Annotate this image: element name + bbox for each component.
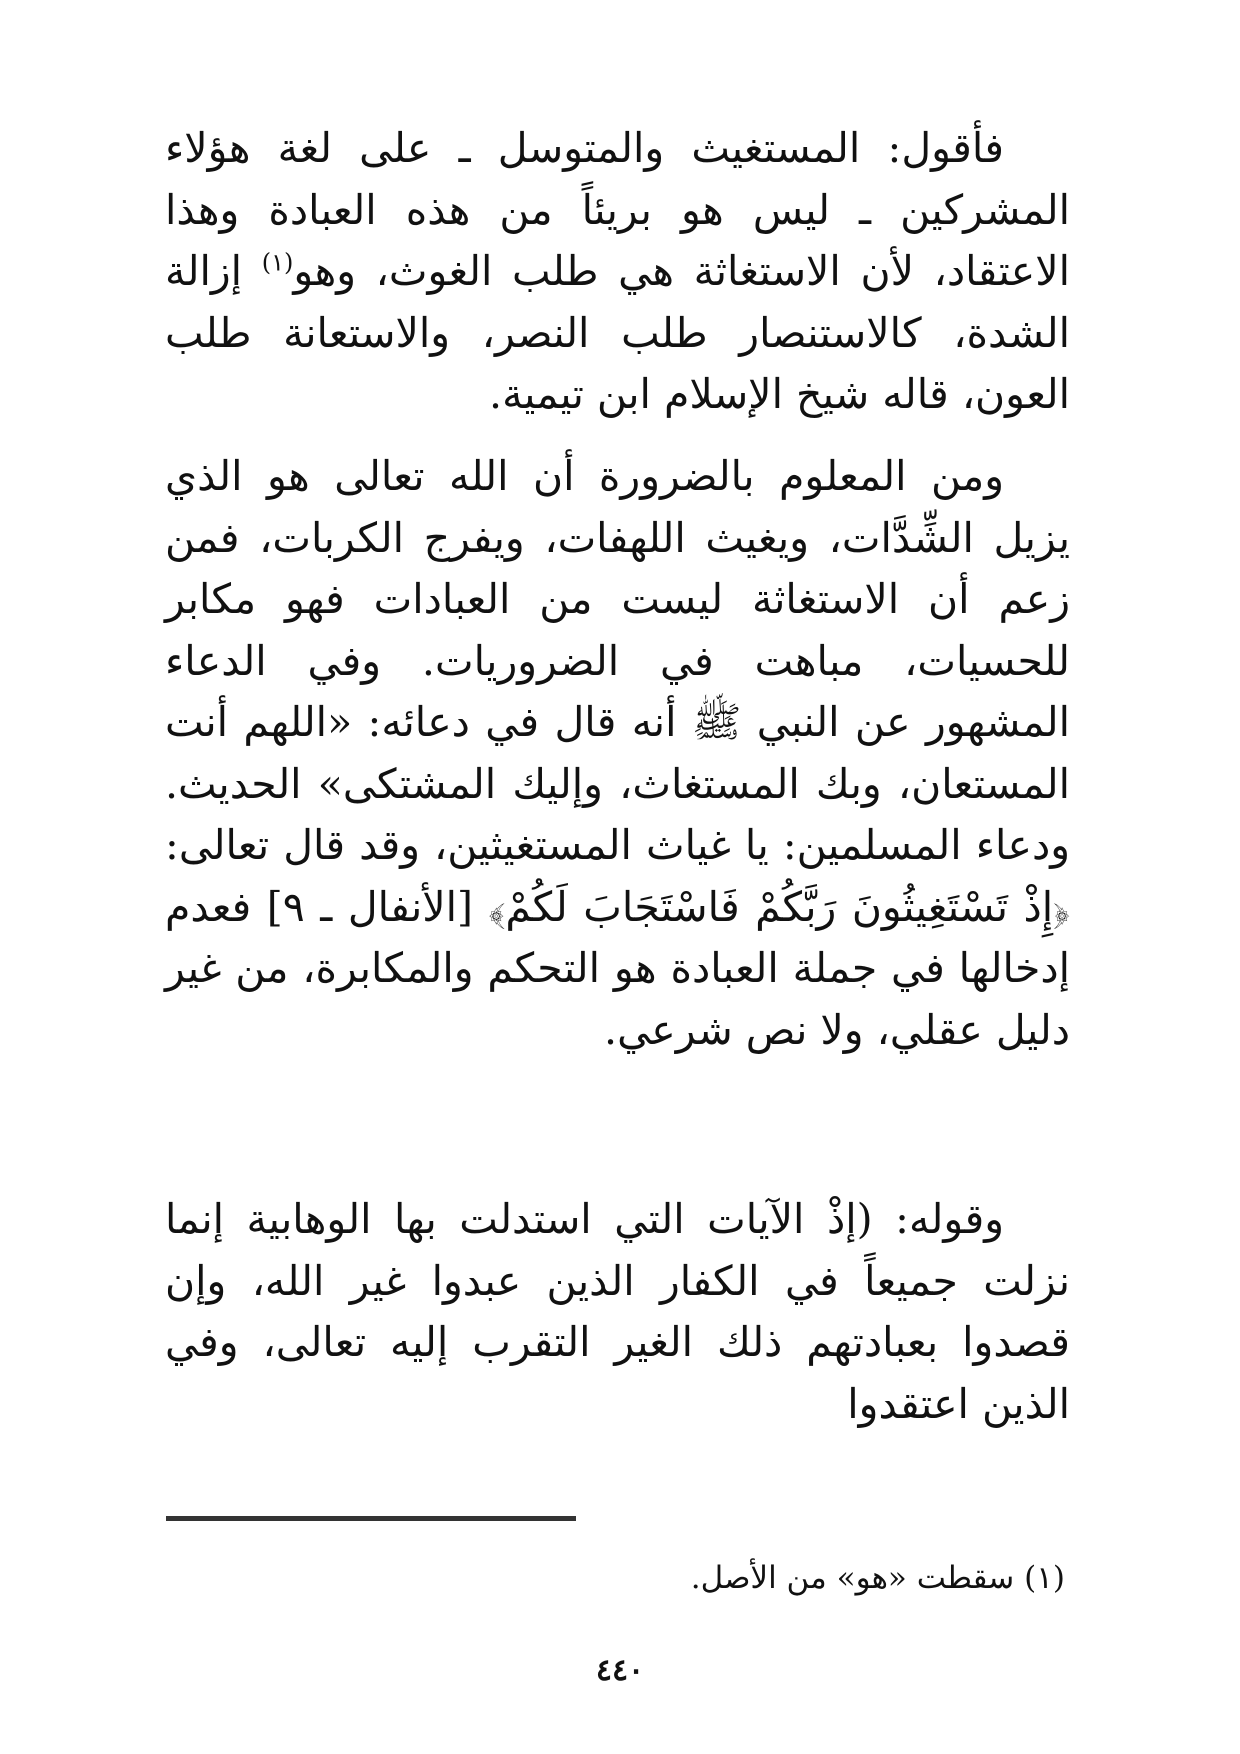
- paragraph-2-text: ومن المعلوم بالضرورة أن الله تعالى هو الذي يزيل الشِّدَّات، ويغيث اللهفات، ويفرج الكربات، فمن زعم أن الاستغاثة ليست من العبادات فهو مكابر للحسيات، مباهت في الضروريات. وفي الدعاء المشهور عن النبي ﷺ أنه قال في دعائه: «اللهم أنت المستعان، وبك المستغاث، وإليك المشتكى» الحديث. ودعاء المسلمين: يا غياث المستغيثين، وقد قال تعالى: ﴿إِذْ تَسْتَغِيثُونَ رَبَّكُمْ فَاسْتَجَابَ لَكُمْ﴾ [الأنفال ـ ٩] فعدم إدخالها في جملة العبادة هو التحكم والمكابرة، من غير دليل عقلي، ولا نص شرعي.: [165, 452, 1070, 1054]
- page-number: ٤٤٠: [595, 1653, 645, 1688]
- paragraph-3-text: وقوله: (إذْ الآيات التي استدلت بها الوهابية إنما نزلت جميعاً في الكفار الذين عبدوا غير الله، وإن قصدوا بعبادتهم ذلك الغير التقرب إليه تعالى، وفي الذين اعتقدوا: [165, 1195, 1070, 1428]
- paragraph-1-text-b: إزالة الشدة، كالاستنصار طلب النصر، والاستعانة طلب العون، قاله شيخ الإسلام ابن تيمية.: [165, 247, 1070, 418]
- paragraph-1-text-a: فأقول: المستغيث والمتوسل ـ على لغة هؤلاء المشركين ـ ليس هو بريئاً من هذه العبادة وهذا الاعتقاد، لأن الاستغاثة هي طلب الغوث، وهو: [165, 124, 1071, 295]
- footnote-divider: [166, 1516, 576, 1521]
- paragraph-1: [165, 118, 1070, 426]
- footnote: (١) سقطت «هو» من الأصل.: [690, 1560, 1065, 1596]
- footnote-reference: (١): [261, 248, 294, 277]
- paragraph-2: [165, 446, 1070, 1061]
- paragraph-3: [165, 1189, 1070, 1435]
